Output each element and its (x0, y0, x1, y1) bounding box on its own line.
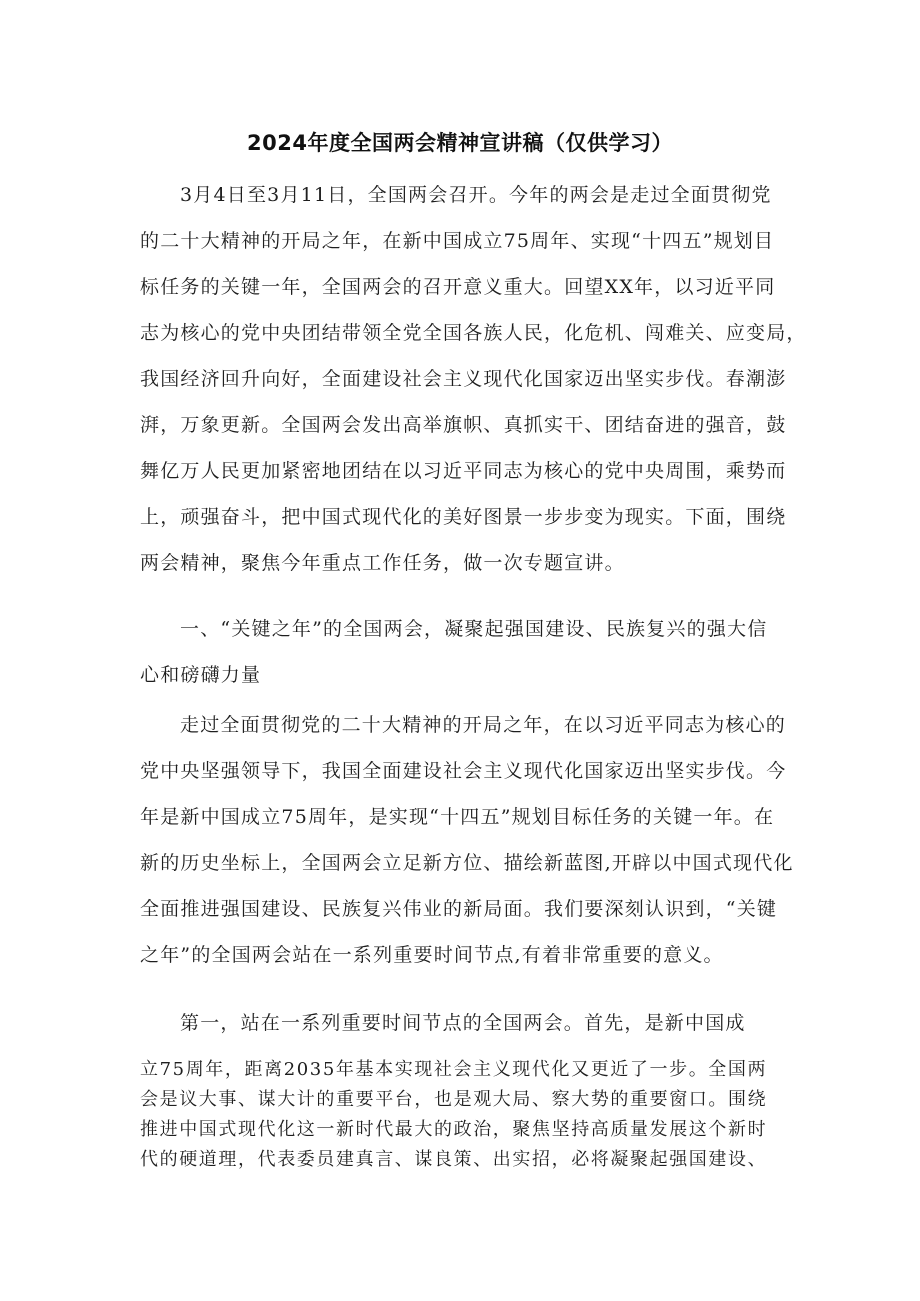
section-heading-line: 心和磅礴力量 (140, 664, 262, 686)
paragraph-line: 新的历史坐标上，全国两会立足新方位、描绘新蓝图,开辟以中国式现代化 (140, 852, 794, 874)
paragraph-line: 我国经济回升向好，全面建设社会主义现代化国家迈出坚实步伐。春潮澎 (140, 368, 787, 390)
paragraph-line: 志为核心的党中央团结带领全党全国各族人民，化危机、闯难关、应变局， (140, 322, 807, 344)
paragraph-line: 会是议大事、谋大计的重要平台，也是观大局、察大势的重要窗口。围绕 (140, 1089, 768, 1110)
paragraph-line: 之年”的全国两会站在一系列重要时间节点,有着非常重要的意义。 (140, 944, 724, 966)
paragraph-line: 第一，站在一系列重要时间节点的全国两会。首先，是新中国成 (180, 1012, 746, 1034)
paragraph-line: 代的硬道理，代表委员建真言、谋良策、出实招，必将凝聚起强国建设、 (140, 1149, 768, 1170)
paragraph-line: 走过全面贯彻党的二十大精神的开局之年，在以习近平同志为核心的 (180, 714, 787, 736)
paragraph-line: 党中央坚强领导下，我国全面建设社会主义现代化国家迈出坚实步伐。今 (140, 760, 787, 782)
paragraph-line: 上，顽强奋斗，把中国式现代化的美好图景一步步变为现实。下面，围绕 (140, 506, 787, 528)
paragraph-line: 湃，万象更新。全国两会发出高举旗帜、真抓实干、团结奋进的强音，鼓 (140, 414, 787, 436)
paragraph-line: 推进中国式现代化这一新时代最大的政治，聚焦坚持高质量发展这个新时 (140, 1119, 768, 1140)
paragraph-line: 全面推进强国建设、民族复兴伟业的新局面。我们要深刻认识到，“关键 (140, 898, 778, 920)
paragraph-line: 的二十大精神的开局之年，在新中国成立75周年、实现“十四五”规划目 (140, 230, 775, 252)
paragraph-line: 3月4日至3月11日，全国两会召开。今年的两会是走过全面贯彻党 (180, 184, 772, 206)
section-heading-line: 一、“关键之年”的全国两会，凝聚起强国建设、民族复兴的强大信 (180, 618, 768, 640)
paragraph-line: 两会精神，聚焦今年重点工作任务，做一次专题宣讲。 (140, 552, 625, 574)
paragraph-line: 立75周年，距离2035年基本实现社会主义现代化又更近了一步。全国两 (140, 1059, 768, 1080)
paragraph-line: 舞亿万人民更加紧密地团结在以习近平同志为核心的党中央周围，乘势而 (140, 460, 787, 482)
paragraph-line: 年是新中国成立75周年，是实现“十四五”规划目标任务的关键一年。在 (140, 806, 775, 828)
document-title: 2024年度全国两会精神宣讲稿（仅供学习） (247, 131, 673, 155)
paragraph-line: 标任务的关键一年，全国两会的召开意义重大。回望XX年，以习近平同 (140, 276, 776, 298)
